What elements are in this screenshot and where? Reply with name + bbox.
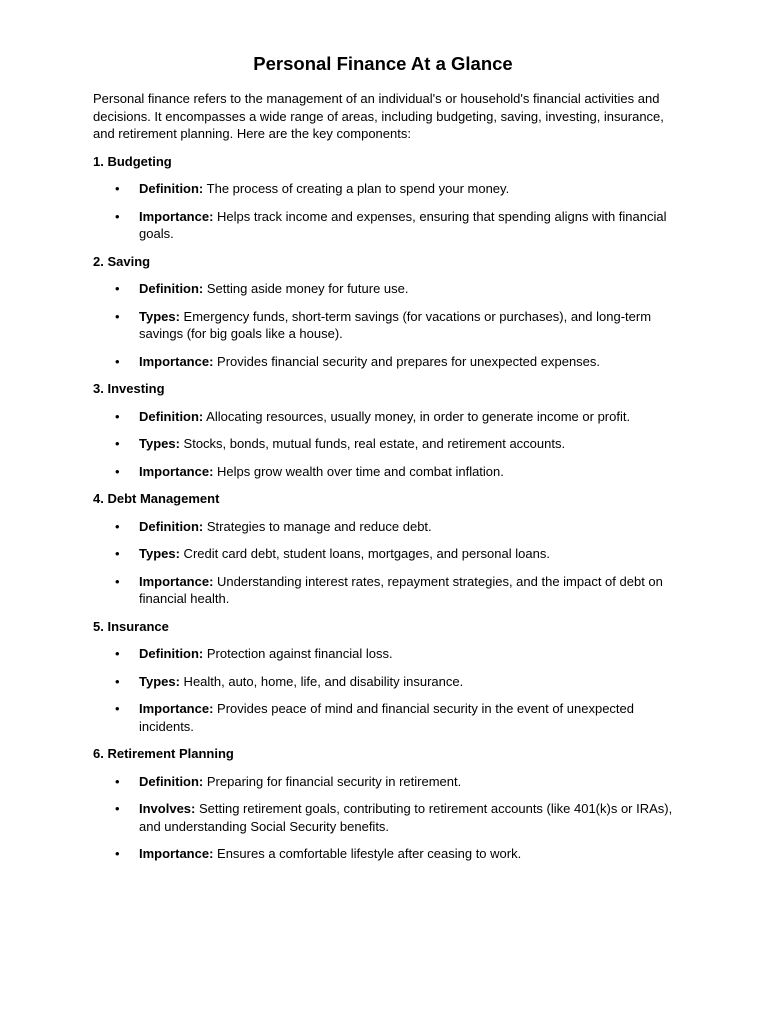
bullet-list — [93, 280, 673, 370]
list-item — [93, 518, 673, 536]
item-text: Preparing for financial security in retirement. — [203, 773, 462, 789]
list-item — [93, 700, 673, 735]
section — [93, 745, 673, 863]
list-item — [93, 435, 673, 453]
item-term: Types: — [139, 436, 180, 451]
item-term: Definition: — [139, 408, 204, 424]
list-item — [93, 773, 673, 791]
bullet-icon: • — [115, 801, 120, 816]
item-term: Involves: — [139, 801, 196, 816]
section — [93, 618, 673, 736]
document-page — [93, 52, 673, 873]
bullet-icon: • — [115, 208, 120, 224]
section-heading: 4. Debt Management — [93, 491, 220, 506]
section-heading: 1. Budgeting — [93, 153, 172, 169]
item-text: Health, auto, home, life, and disability insurance. — [179, 673, 464, 689]
item-term: Types: — [139, 546, 180, 561]
section — [93, 153, 673, 243]
item-text: Helps track income and expenses, ensuring that spending aligns with financial goals. — [139, 208, 667, 241]
item-term: Types: — [139, 308, 180, 324]
bullet-icon: • — [115, 646, 120, 661]
bullet-list — [93, 518, 673, 608]
list-item — [93, 800, 673, 835]
list-item — [93, 180, 673, 198]
item-text: Emergency funds, short-term savings (for vacations or purchases), and long-term savings (for big goals like a house). — [139, 308, 652, 341]
item-term: Importance: — [139, 701, 214, 716]
list-item — [93, 845, 673, 863]
item-text: Strategies to manage and reduce debt. — [203, 518, 432, 534]
item-text: Setting aside money for future use. — [203, 281, 409, 296]
item-text: Provides financial security and prepares for unexpected expenses. — [213, 353, 601, 369]
section — [93, 380, 673, 480]
item-text: Helps grow wealth over time and combat inflation. — [213, 463, 504, 479]
bullet-icon: • — [115, 518, 120, 534]
item-text: Ensures a comfortable lifestyle after ceasing to work. — [213, 846, 522, 861]
bullet-list — [93, 408, 673, 481]
bullet-list — [93, 645, 673, 735]
item-term: Definition: — [139, 281, 204, 296]
list-item — [93, 308, 673, 343]
item-text: Protection against financial loss. — [203, 646, 393, 661]
list-item — [93, 408, 673, 426]
list-item — [93, 463, 673, 481]
page-title: Personal Finance At a Glance — [253, 53, 513, 74]
item-text: Provides peace of mind and financial security in the event of unexpected incidents. — [139, 701, 634, 734]
bullet-icon: • — [115, 546, 120, 561]
item-term: Importance: — [139, 846, 214, 861]
section-heading: 2. Saving — [93, 253, 151, 269]
bullet-icon: • — [115, 701, 120, 716]
bullet-list — [93, 180, 673, 243]
item-term: Definition: — [139, 646, 204, 661]
bullet-icon: • — [115, 773, 120, 789]
bullet-icon: • — [115, 308, 120, 324]
item-text: Understanding interest rates, repayment strategies, and the impact of debt on financial health. — [139, 573, 663, 606]
bullet-list — [93, 773, 673, 863]
item-term: Definition: — [139, 773, 204, 789]
section — [93, 253, 673, 371]
section-heading: 6. Retirement Planning — [93, 746, 234, 761]
list-item — [93, 208, 673, 243]
item-term: Definition: — [139, 181, 204, 196]
list-item — [93, 545, 673, 563]
intro-paragraph: Personal finance refers to the management of an individual's or household's financial activities and decisions. It encompasses a wide range of areas, including budgeting, saving, investing, insurance, and retirement planning. Here are the key components: — [93, 91, 664, 141]
list-item — [93, 673, 673, 691]
item-text: Stocks, bonds, mutual funds, real estate, and retirement accounts. — [179, 436, 566, 451]
bullet-icon: • — [115, 181, 120, 196]
item-text: Setting retirement goals, contributing to retirement accounts (like 401(k)s or IRAs), and understanding Social Security benefits. — [139, 801, 673, 834]
bullet-icon: • — [115, 673, 120, 689]
item-text: Allocating resources, usually money, in order to generate income or profit. — [203, 408, 631, 424]
list-item — [93, 280, 673, 298]
item-term: Types: — [139, 673, 180, 689]
sections-container — [93, 153, 673, 863]
list-item — [93, 645, 673, 663]
item-text: The process of creating a plan to spend your money. — [203, 181, 510, 196]
item-term: Importance: — [139, 463, 214, 479]
bullet-icon: • — [115, 353, 120, 369]
bullet-icon: • — [115, 408, 120, 424]
item-text: Credit card debt, student loans, mortgages, and personal loans. — [179, 546, 550, 561]
list-item — [93, 573, 673, 608]
item-term: Importance: — [139, 208, 214, 224]
section-heading: 5. Insurance — [93, 618, 169, 634]
list-item — [93, 353, 673, 371]
bullet-icon: • — [115, 463, 120, 479]
bullet-icon: • — [115, 573, 120, 589]
bullet-icon: • — [115, 846, 120, 861]
section-heading: 3. Investing — [93, 381, 165, 396]
item-term: Importance: — [139, 353, 214, 369]
section — [93, 490, 673, 608]
item-term: Importance: — [139, 573, 214, 589]
bullet-icon: • — [115, 281, 120, 296]
item-term: Definition: — [139, 518, 204, 534]
bullet-icon: • — [115, 436, 120, 451]
